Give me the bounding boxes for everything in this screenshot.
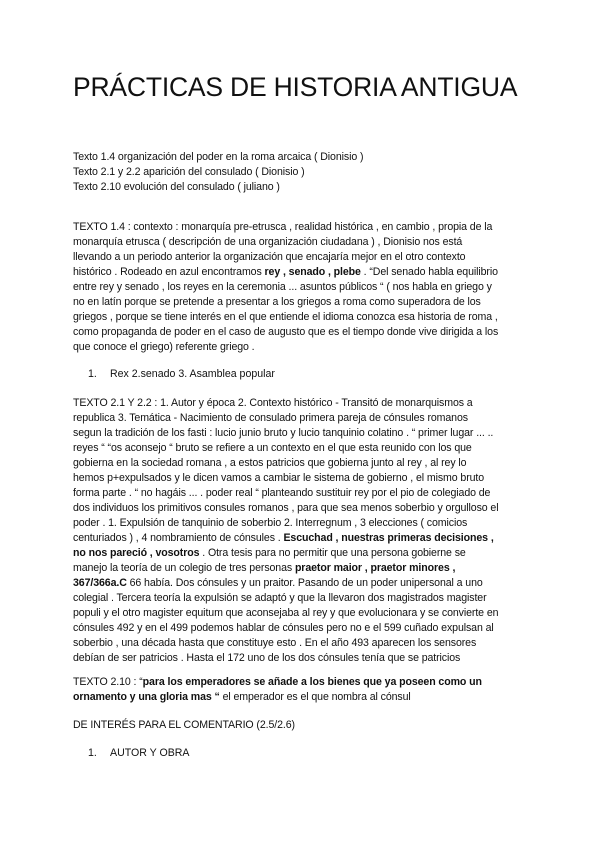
text-run: reyes “ “os aconsejo “ bruto se refiere a un contexto en el que esta reunido con los que (73, 442, 472, 454)
list-item-text: AUTOR Y OBRA (110, 747, 190, 759)
text-run: . “Del senado habla equilibrio (360, 266, 498, 278)
paragraph-line (73, 591, 533, 606)
paragraph-line (73, 310, 533, 325)
text-run: el emperador es el que nombra al cónsul (219, 691, 411, 703)
paragraph-line (73, 265, 533, 280)
text-run: colegial . Tercera teoría la expulsión se adaptó y que la llevaron dos magistrados magister (73, 592, 487, 604)
paragraph-line (73, 636, 533, 651)
text-run: histórico . Rodeado en azul encontramos (73, 266, 265, 278)
paragraph-line (73, 606, 533, 621)
text-run: . Otra tesis para no permitir que una persona gobierne se (199, 547, 466, 559)
text-run: llevando a un periodo anterior la organización que encajaría mejor en el otro contexto (73, 251, 466, 263)
text-run: no en latín porque se pretende a presentar a los griegos a roma como superadora de los (73, 296, 481, 308)
text-run: monarquía etrusca ( descripción de una organización ciudadana ) , Dionisio nos está (73, 236, 463, 248)
paragraph-line (73, 501, 533, 516)
list-item-autor (88, 747, 189, 759)
text-run: TEXTO 2.10 : “ (73, 676, 143, 688)
bold-text: 367/366a.C (73, 577, 127, 589)
bold-text: no nos pareció , vosotros (73, 547, 200, 559)
paragraph-line (73, 220, 533, 235)
paragraph-line (73, 471, 533, 486)
paragraph-line (73, 396, 533, 411)
text-run: entre rey y senado , los reyes en la ceremonia ... asuntos públicos “ ( nos habla en griego y (73, 281, 492, 293)
texto-2-1-paragraph (73, 396, 533, 666)
text-run: 66 había. Dos cónsules y un praitor. Pasando de un poder unipersonal a uno (126, 577, 483, 589)
index-line: Texto 2.10 evolución del consulado ( juliano ) (73, 181, 280, 193)
text-run: dos individuos los primitivos consules romanos , para que sea menos soberbio y orgulloso el (73, 502, 499, 514)
text-run: hemos p+expulsados y le dicen vamos a cambiar le sistema de gobierno , el mismo bruto (73, 472, 485, 484)
paragraph-line (73, 235, 533, 250)
paragraph-line (73, 295, 533, 310)
list-item-text: Rex 2.senado 3. Asamblea popular (110, 368, 275, 380)
text-run: republica 3. Temática - Nacimiento de consulado primera pareja de cónsules romanos (73, 412, 468, 424)
paragraph-line (73, 441, 533, 456)
text-run: griegos , porque se tiene interés en el que entiende el idioma conozca esa historia de roma , (73, 311, 498, 323)
index-line: Texto 2.1 y 2.2 aparición del consulado ( Dionisio ) (73, 166, 305, 178)
paragraph-line (73, 690, 533, 705)
paragraph-line (73, 621, 533, 636)
paragraph-line (73, 325, 533, 340)
index-paragraph (73, 150, 533, 195)
text-run: debían de ser patricios . Hasta el 172 uno de los dos cónsules tenía que se patricios (73, 652, 461, 664)
bold-text: Escuchad , nuestras primeras decisiones , (283, 532, 494, 544)
paragraph-line (73, 651, 533, 666)
text-run: TEXTO 2.1 Y 2.2 : 1. Autor y época 2. Contexto histórico - Transitó de monarquismos a (73, 397, 473, 409)
index-line: Texto 1.4 organización del poder en la roma arcaica ( Dionisio ) (73, 151, 364, 163)
paragraph-line (73, 561, 533, 576)
text-run: manejo la teoría de un colegio de tres personas (73, 562, 295, 574)
text-run: populi y el otro magister equitum que aconsejaba al rey y que evolucionara y se convierte en (73, 607, 499, 619)
bold-text: ornamento y una gloria mas “ (73, 691, 220, 703)
paragraph-line (73, 456, 533, 471)
texto-2-10-paragraph (73, 675, 533, 705)
paragraph-line (73, 411, 533, 426)
paragraph-line (73, 675, 533, 690)
list-item-rex (88, 368, 275, 380)
paragraph-line (73, 486, 533, 501)
paragraph-line (73, 250, 533, 265)
bold-text: praetor maior , praetor minores , (294, 562, 456, 574)
bold-text: rey , senado , plebe (264, 266, 361, 278)
text-run: soberbio , una década hasta que constituye esto . En el año 493 aparecen los sensores (73, 637, 477, 649)
paragraph-line (73, 280, 533, 295)
paragraph-line (73, 516, 533, 531)
bold-text: para los emperadores se añade a los bienes que ya poseen como un (142, 676, 482, 688)
text-run: centuriados ) , 4 nombramiento de cónsules . (73, 532, 284, 544)
text-run: que conoce el griego) referente griego . (73, 341, 255, 353)
text-run: gobierna en la sociedad romana , a estos patricios que gobierna junto al rey , al rey lo (73, 457, 467, 469)
text-run: poder . 1. Expulsión de tanquinio de soberbio 2. Interregnum , 3 elecciones ( comicios (73, 517, 468, 529)
paragraph-line (73, 531, 533, 546)
paragraph-line (73, 546, 533, 561)
text-run: TEXTO 1.4 : contexto : monarquía pre-etrusca , realidad histórica , en cambio , propia de la (73, 221, 493, 233)
text-run: forma parte . “ no hagáis ... . poder real “ planteando sustituir rey por el pio de colegiado de (73, 487, 491, 499)
list-number: 1. (88, 747, 97, 759)
paragraph-line (73, 340, 533, 355)
texto-1-4-paragraph (73, 220, 533, 355)
page-title: PRÁCTICAS DE HISTORIA ANTIGUA (73, 72, 518, 102)
interes-line: DE INTERÉS PARA EL COMENTARIO (2.5/2.6) (73, 719, 295, 731)
text-run: como propaganda de poder en el caso de augusto que es el tiempo donde vive dirigida a los (73, 326, 499, 338)
text-run: segun la tradición de los fasti : lucio junio bruto y lucio tanquinio colatino . “ primer lugar ... .. (73, 427, 494, 439)
paragraph-line (73, 576, 533, 591)
interes-heading (73, 718, 533, 733)
paragraph-line (73, 426, 533, 441)
text-run: cónsules 492 y en el 499 podemos hablar de cónsules pero no e el 599 cuñado expulsan al (73, 622, 494, 634)
list-number: 1. (88, 368, 97, 380)
